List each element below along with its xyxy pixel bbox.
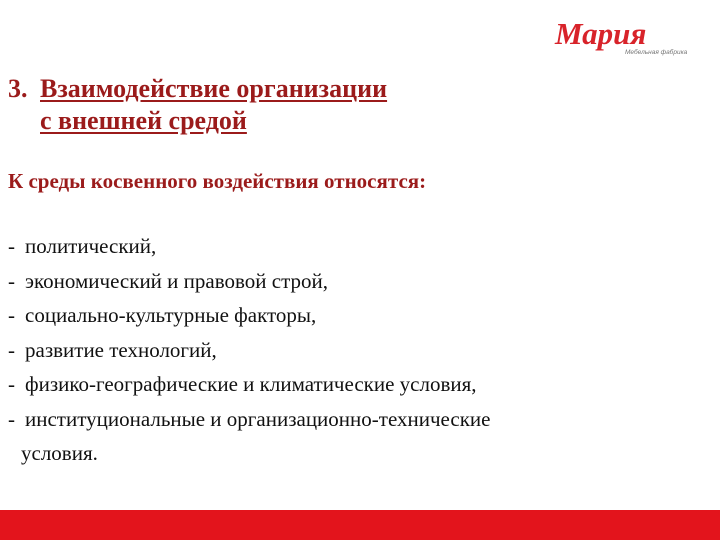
list-item-dash: - <box>8 303 15 327</box>
slide-subtitle: К среды косвенного воздействия относятся: <box>8 169 427 193</box>
bottom-accent-bar <box>0 510 720 540</box>
list-item-text: физико-географические и климатические условия, <box>25 372 477 396</box>
list-item-text: политический, <box>25 234 157 258</box>
list-item-text: институциональные и организационно-технические <box>25 406 491 431</box>
brand-logo-tagline: Мебельная фабрика <box>625 49 688 56</box>
list-item-dash: - <box>8 234 15 258</box>
list-item <box>8 402 490 471</box>
list-item <box>8 298 490 333</box>
factor-list <box>8 229 490 471</box>
list-item-dash: - <box>8 268 15 293</box>
list-item-text: развитие технологий, <box>25 337 217 362</box>
list-item-text: социально-культурные факторы, <box>25 303 317 327</box>
brand-logo-wordmark: Мария <box>555 16 647 51</box>
list-item <box>8 264 490 299</box>
list-item-dash: - <box>8 372 15 396</box>
slide-title-line-2-wrap <box>8 105 387 137</box>
list-item-dash: - <box>8 337 15 362</box>
slide-title-line-2: с внешней средой <box>40 106 247 135</box>
list-item <box>8 367 490 402</box>
slide-title <box>8 73 387 137</box>
slide-title-number: 3. <box>8 74 28 103</box>
brand-logo-mark <box>553 14 703 58</box>
list-item <box>8 229 490 264</box>
list-item <box>8 333 490 368</box>
slide-title-line-1: Взаимодействие организации <box>40 74 388 103</box>
list-item-text: экономический и правовой строй, <box>25 268 328 293</box>
list-item-dash: - <box>8 406 15 431</box>
list-item-continuation: условия. <box>21 441 98 465</box>
brand-logo <box>553 14 703 58</box>
